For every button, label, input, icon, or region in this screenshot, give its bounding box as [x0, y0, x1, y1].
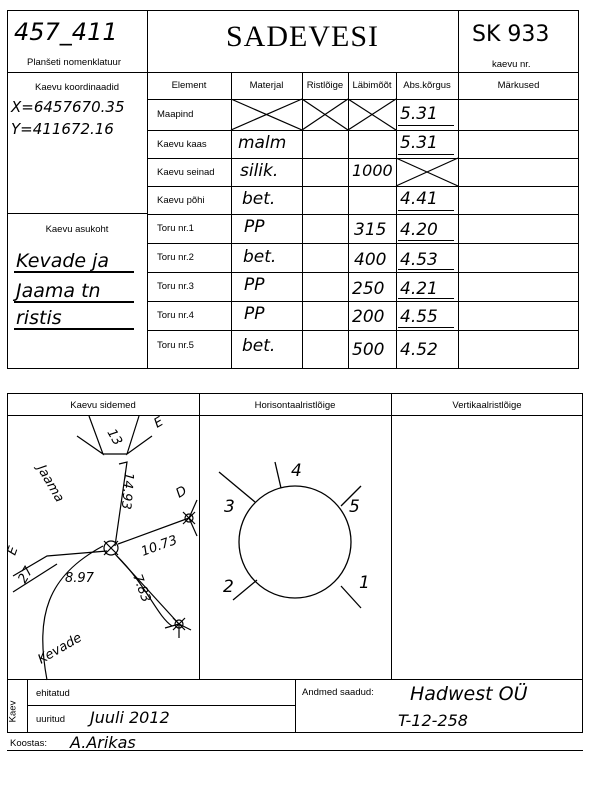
- elevation-underline: [398, 210, 454, 211]
- pipe-number-3: 3: [224, 497, 235, 517]
- label-pipe-897: 8.97: [65, 571, 94, 586]
- header-material: Materjal: [249, 80, 284, 91]
- label-pipe-13: 13: [103, 426, 125, 449]
- built-label: ehitatud: [36, 688, 70, 699]
- data-source-value: Hadwest OÜ: [410, 683, 528, 705]
- label-pipe-27: 27: [15, 564, 37, 586]
- table-row-material: malm: [238, 133, 287, 153]
- table-row-element: Toru nr.2: [157, 252, 194, 263]
- well-number: SK 933: [472, 22, 550, 47]
- table-row-elevation: 4.55: [400, 307, 438, 327]
- pipe-number-4: 4: [291, 461, 302, 481]
- not-applicable-marks: [0, 0, 599, 370]
- footer-side-label: Kaev: [7, 700, 19, 723]
- table-row-elevation: 4.21: [400, 279, 438, 299]
- location-line-1: Kevade ja: [16, 250, 110, 272]
- table-row-element: Toru nr.4: [157, 310, 194, 321]
- table-row-material: bet.: [243, 247, 277, 267]
- pipe-number-2: 2: [223, 577, 234, 597]
- table-row-diameter: 400: [354, 250, 387, 270]
- table-row-element: Toru nr.1: [157, 223, 194, 234]
- main-title: SADEVESI: [225, 20, 379, 53]
- table-row-diameter: 500: [352, 340, 385, 360]
- elevation-underline: [398, 240, 454, 241]
- table-row-element: Toru nr.3: [157, 281, 194, 292]
- table-row-diameter: 1000: [352, 161, 393, 180]
- elevation-underline: [398, 269, 454, 270]
- elevation-underline: [398, 327, 454, 328]
- author-label: Koostas:: [10, 738, 47, 749]
- surveyed-label: uuritud: [36, 714, 66, 725]
- elevation-underline: [398, 154, 454, 155]
- table-row-diameter: 315: [354, 220, 387, 240]
- coordinate-y: Y=411672.16: [11, 120, 114, 138]
- table-row-material: bet.: [242, 336, 276, 356]
- coordinate-x: X=6457670.35: [11, 98, 125, 116]
- table-row-material: PP: [244, 217, 265, 237]
- elevation-underline: [398, 298, 454, 299]
- connections-title: Kaevu sidemed: [70, 400, 136, 411]
- well-caption: kaevu nr.: [492, 59, 531, 70]
- pipe-number-1: 1: [359, 573, 370, 593]
- table-row-element: Toru nr.5: [157, 340, 194, 351]
- table-row-elevation: 4.41: [400, 189, 438, 209]
- table-row-element: Kaevu seinad: [157, 167, 215, 178]
- sheet-caption: Planšeti nomenklatuur: [27, 57, 121, 68]
- table-row-diameter: 200: [352, 307, 385, 327]
- header-element: Element: [171, 80, 207, 91]
- table-row-material: silik.: [240, 161, 279, 181]
- header-diameter: Läbimõõt: [352, 80, 392, 91]
- sheet-number: 457_411: [14, 18, 118, 46]
- author-value: A.Arikas: [70, 733, 136, 752]
- label-pipe-1493: 14.93: [117, 471, 136, 511]
- data-source-label: Andmed saadud:: [302, 687, 374, 698]
- data-source-ref: T-12-258: [398, 711, 468, 730]
- table-row-element: Kaevu kaas: [157, 139, 207, 150]
- table-row-material: PP: [244, 304, 265, 324]
- table-row-elevation: 4.53: [400, 250, 438, 270]
- table-row-elevation: 4.52: [400, 340, 438, 360]
- label-kevade: Kevade: [35, 630, 85, 668]
- label-jaama: Jaama: [33, 462, 67, 505]
- horizontal-section-title: Horisontaalristlõige: [254, 400, 336, 411]
- connections-sketch: [4, 414, 199, 680]
- pipe-number-5: 5: [349, 497, 360, 517]
- elevation-underline: [398, 125, 454, 126]
- horizontal-section-sketch: [199, 416, 391, 680]
- table-row-material: bet.: [242, 189, 276, 209]
- location-caption: Kaevu asukoht: [45, 224, 109, 235]
- location-line-3: ristis: [16, 307, 62, 329]
- location-line-2: Jaama tn: [16, 280, 101, 302]
- header-notes: Märkused: [497, 80, 540, 91]
- vertical-section-title: Vertikaalristlõige: [452, 400, 522, 411]
- footer-mid-divider: [295, 680, 296, 733]
- coordinates-caption: Kaevu koordinaadid: [35, 82, 119, 93]
- label-pipe-d: D: [173, 483, 190, 502]
- label-pipe-e-left: E: [4, 544, 22, 558]
- surveyed-value: Juuli 2012: [90, 708, 170, 727]
- table-row-elevation: 5.31: [400, 133, 438, 153]
- table-row-diameter: 250: [352, 279, 385, 299]
- table-row-element: Maapind: [157, 109, 194, 120]
- label-pipe-1073: 10.73: [139, 532, 180, 560]
- header-elevation: Abs.kõrgus: [403, 80, 451, 91]
- label-pipe-e-top: E: [151, 414, 167, 432]
- table-row-material: PP: [244, 275, 265, 295]
- header-cross-section: Ristlõige: [306, 80, 344, 91]
- label-pipe-783: 7.83: [129, 572, 154, 605]
- footer-side-divider: [27, 680, 28, 733]
- table-row-elevation: 5.31: [400, 104, 438, 124]
- footer-row-divider: [27, 705, 295, 706]
- table-row-elevation: 4.20: [400, 220, 438, 240]
- diagram-col-divider-2: [391, 393, 392, 680]
- table-row-element: Kaevu põhi: [157, 195, 205, 206]
